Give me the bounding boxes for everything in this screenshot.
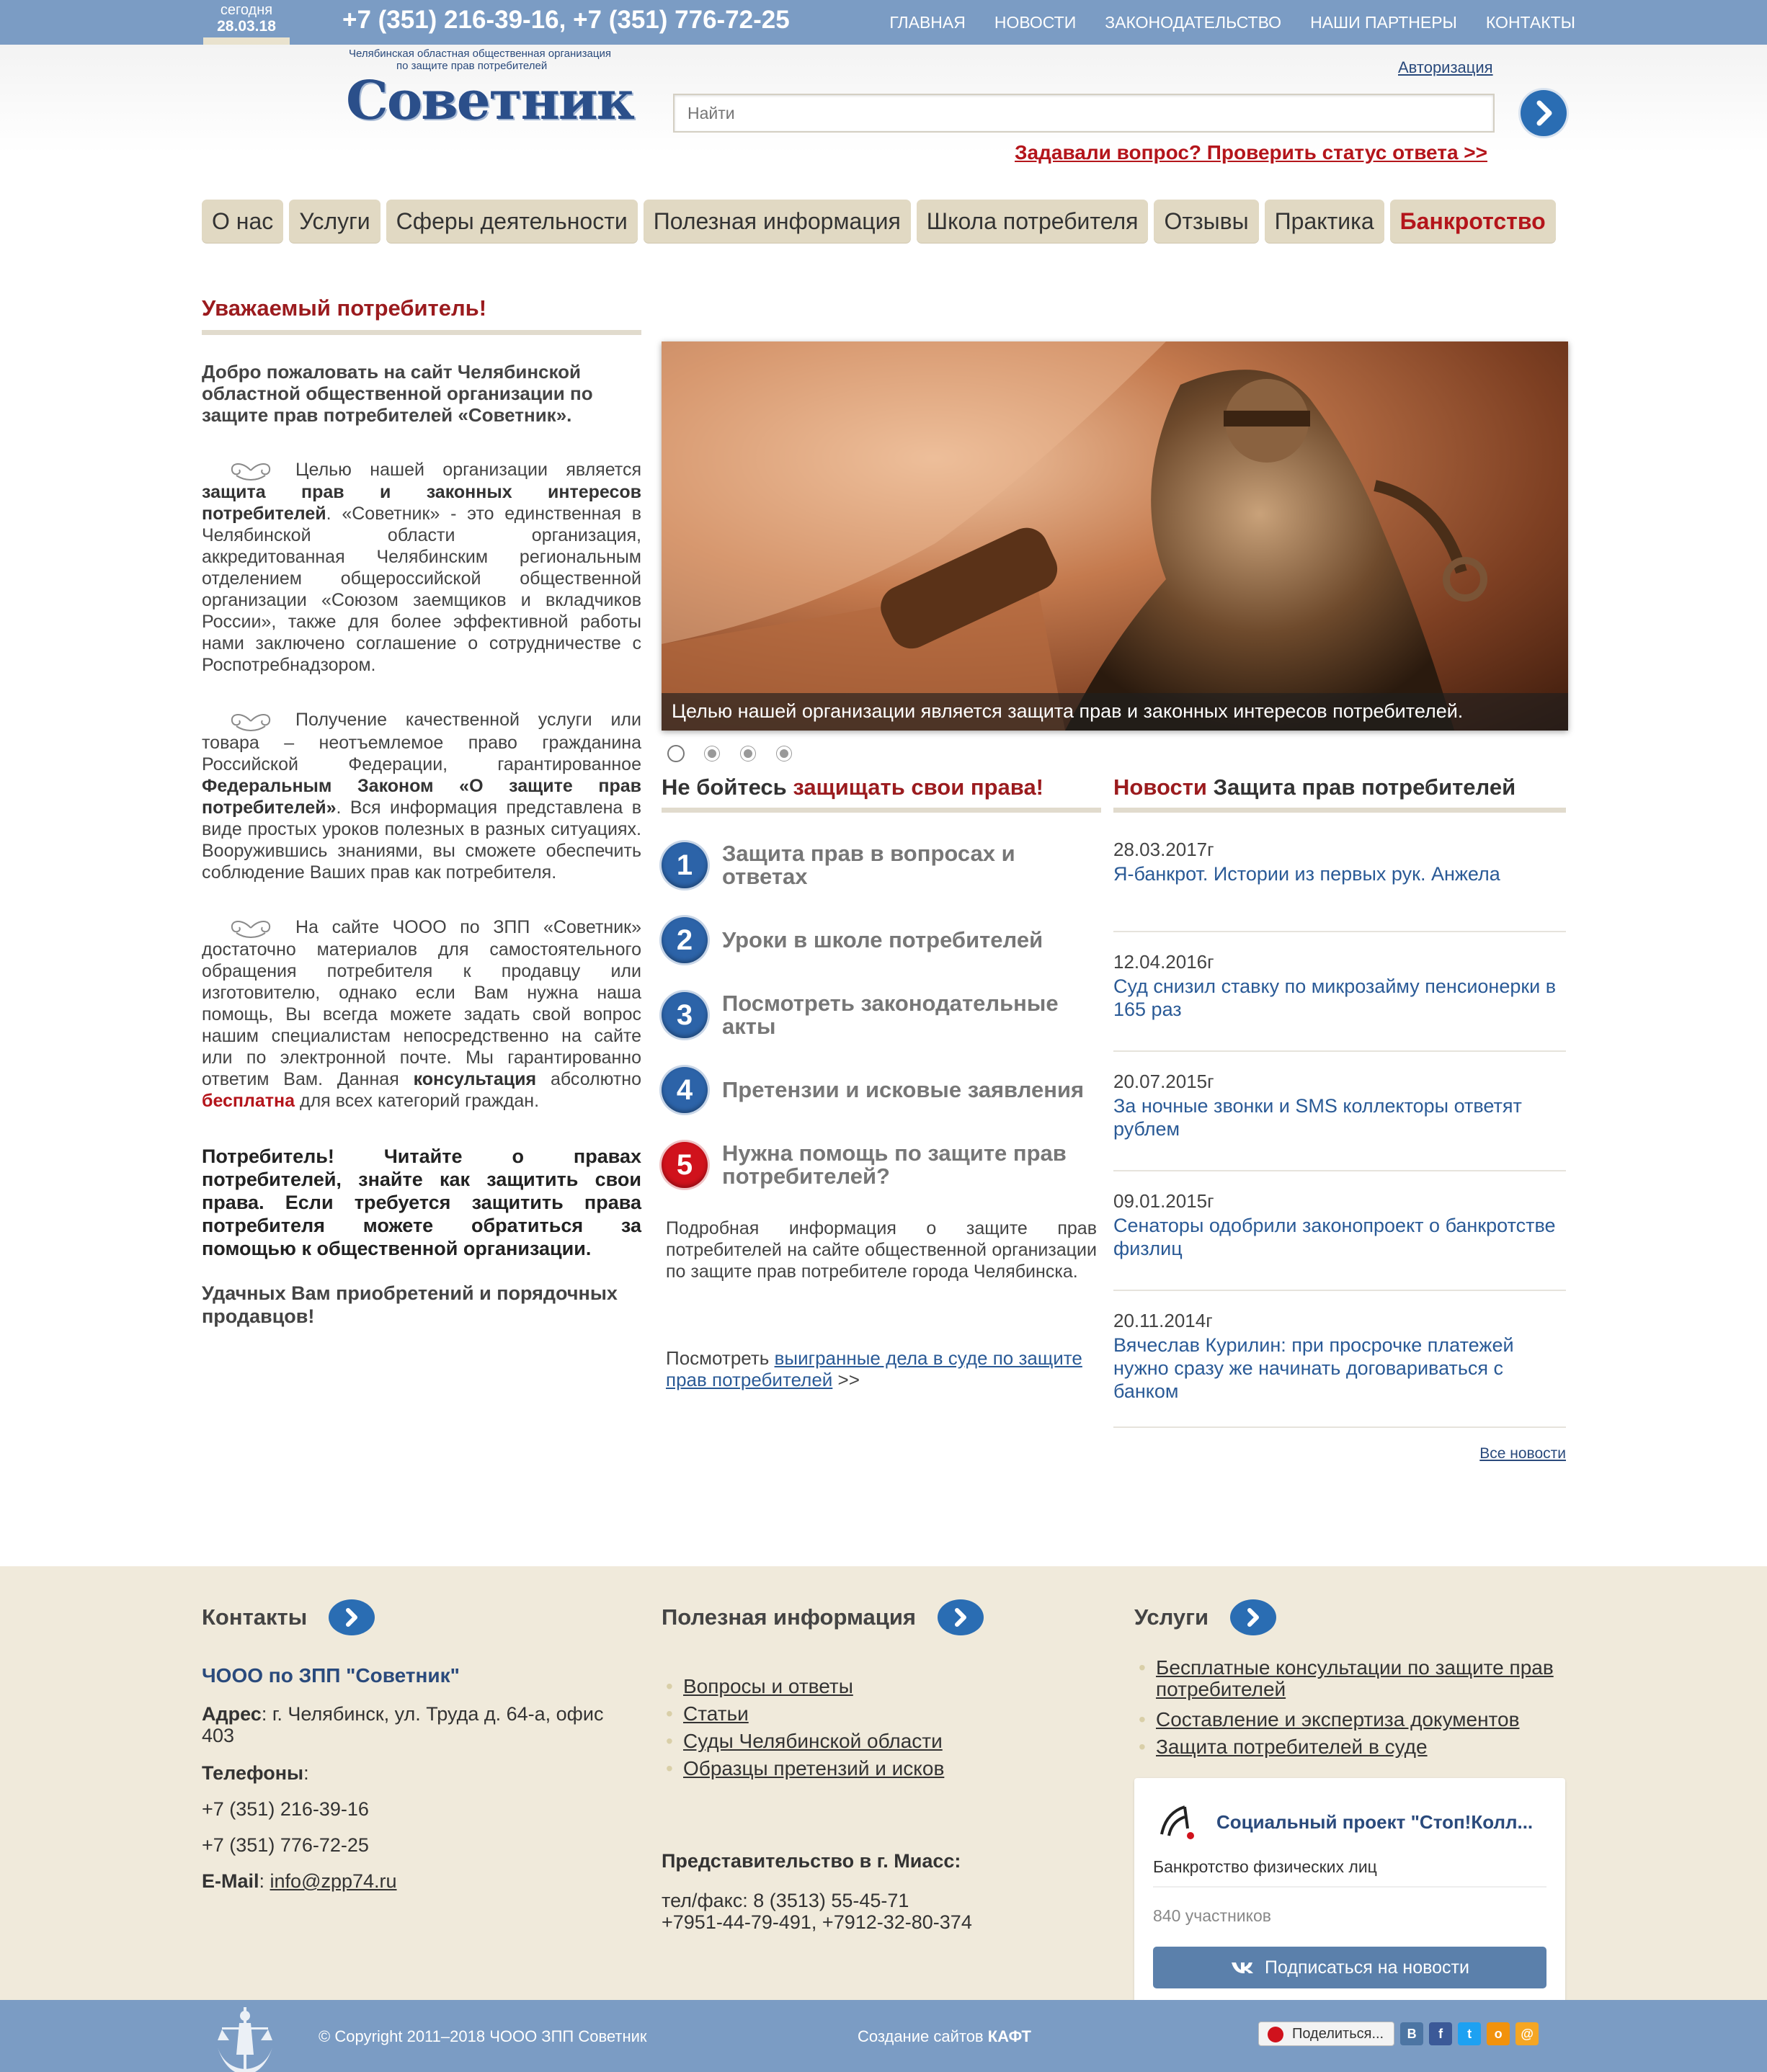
footer-services-title: Услуги [1134,1604,1209,1630]
rights-title-a: Не бойтесь [662,774,793,800]
p3-d: бесплатна [202,1091,295,1112]
won-cases-prefix: Посмотреть [666,1347,775,1369]
vk-widget [1134,1778,1565,2003]
vk-group-subtitle: Банкротство физических лиц [1153,1857,1377,1876]
step-label: Нужна помощь по защите прав потребителей? [722,1140,1067,1189]
top-nav-contacts[interactable]: КОНТАКТЫ [1485,13,1575,32]
check-status-link[interactable]: Задавали вопрос? Проверить статус ответа >> [1015,141,1488,164]
footer-org-name: ЧООО по ЗПП "Советник" [202,1664,460,1687]
search-button[interactable] [1521,90,1567,136]
top-nav [889,13,1575,32]
p1-c: . «Советник» - это единственная в Челябинской области организация, аккредитованная Челябинским региональным отделением общероссийской общественной организации «Союзом заемщиков и вкладчиков России», также для более эффективной работы нами заключено соглашение о сотрудничестве с Роспотребнадзором. [202,504,641,676]
footer-contacts [202,1599,605,1892]
news-link[interactable]: Я-банкрот. Истории из первых рук. Анжела [1113,863,1500,885]
footer-services-heading [1134,1599,1567,1635]
closing-wish: Удачных Вам приобретений и порядочных продавцов! [202,1282,618,1328]
service-link[interactable]: Бесплатные консультации по защите прав потребителей [1156,1656,1554,1700]
footer-contacts-heading [202,1599,605,1635]
ornament-icon [216,460,285,481]
vk-member-count: 840 участников [1153,1906,1271,1925]
news-date: 12.04.2016г [1113,951,1214,973]
step-label: Уроки в школе потребителей [722,927,1043,952]
step-item[interactable] [662,1141,1101,1189]
miass-office-title: Представительство в г. Миасс: [662,1850,961,1872]
main-menu [202,200,1556,243]
step-item[interactable] [662,991,1101,1039]
welcome-column [202,295,641,1328]
p2-a: Получение качественной услуги или товара – неотъемлемое право гражданина Российской Федерации, гарантированное [202,710,641,774]
news-date: 20.07.2015г [1113,1071,1214,1092]
won-cases-line [662,1347,1101,1390]
vk-icon [1230,1960,1255,1975]
list-item [662,1673,1094,1700]
list-item [1134,1733,1567,1761]
made-by [858,2027,1031,2046]
top-nav-partners[interactable]: НАШИ ПАРТНЕРЫ [1310,13,1457,32]
welcome-paragraph-3 [202,916,641,1112]
service-link[interactable]: Составление и экспертиза документов [1156,1708,1520,1731]
footer-services [1134,1599,1567,1761]
twitter-share-icon[interactable]: t [1458,2022,1481,2045]
step-number-badge: 1 [662,842,708,888]
arrow-right-icon [1242,1607,1264,1628]
news-title [1113,774,1566,813]
rights-more-info: Подробная информация о защите прав потребителей на сайте общественной организации по защите прав потребителе города Челябинска. [666,1218,1097,1282]
list-item [1134,1706,1567,1733]
email-link[interactable]: info@zpp74.ru [270,1870,397,1892]
copyright: © Copyright 2011–2018 ЧООО ЗПП Советник [319,2027,647,2045]
p3-b: консультация [413,1069,537,1090]
step-label: Защита прав в вопросах и ответах [722,841,1015,889]
p2-b: Федеральным Законом «О защите прав потребителей» [202,775,641,818]
menu-practice[interactable]: Практика [1265,200,1384,243]
step-number-badge: 4 [662,1067,708,1113]
p2-c: . Вся информация представлена в виде простых уроков полезных в разных ситуациях. Вооружившись знаниями, вы сможете обеспечить соблюдение Ваших прав как потребителя. [202,797,641,883]
news-link[interactable]: Суд снизил ставку по микрозайму пенсионерки в 165 раз [1113,975,1557,1020]
hero-slider[interactable] [662,341,1568,731]
search-input[interactable] [673,94,1495,133]
vk-subscribe-label: Подписаться на новости [1265,1957,1469,1978]
vk-group-title[interactable]: Социальный проект "Стоп!Колл... [1216,1811,1534,1833]
footer-contacts-title: Контакты [202,1604,308,1630]
phones-label: Телефоны [202,1762,304,1784]
footer-phone-2: +7 (351) 776-72-25 [202,1834,369,1856]
auth-link[interactable]: Авторизация [1398,58,1493,76]
logo-subtitle-1: Челябинская областная общественная организация [349,48,611,60]
news-item [1113,1052,1566,1171]
ornament-icon [216,710,285,732]
miass-office-phone: тел/факс: 8 (3513) 55-45-71 [662,1890,909,1911]
top-nav-law[interactable]: ЗАКОНОДАТЕЛЬСТВО [1105,13,1282,32]
footer-email: E-Mail: info@zpp74.ru [202,1870,397,1892]
step-number-badge: 5 [662,1142,708,1188]
useful-link[interactable]: Вопросы и ответы [683,1675,853,1697]
site-logo[interactable] [346,48,636,138]
won-cases-link[interactable]: выигранные дела в суде по защите прав потребителей [666,1347,1082,1390]
useful-link[interactable]: Суды Челябинской области [683,1730,943,1752]
top-nav-main[interactable]: ГЛАВНАЯ [889,13,966,32]
news-title-b: Защита прав потребителей [1206,774,1516,800]
step-label: Посмотреть законодательные акты [722,991,1059,1039]
footer-useful [662,1599,1094,1933]
welcome-paragraph-1 [202,459,641,676]
news-item [1113,813,1566,932]
rights-title [662,774,1101,813]
rights-title-b: защищать свои права! [793,774,1044,800]
vk-divider [1153,1886,1546,1888]
won-cases-suffix: >> [832,1369,860,1390]
address-value: : г. Челябинск, ул. Труда д. 64-а, офис 403 [202,1703,604,1746]
useful-links-list [662,1673,1094,1782]
menu-spheres[interactable]: Сферы деятельности [386,200,638,243]
ornament-icon [216,917,285,939]
menu-services[interactable]: Услуги [289,200,380,243]
slider-dot-1[interactable] [669,746,683,761]
list-item [662,1700,1094,1728]
vk-subscribe-button[interactable] [1153,1947,1546,1988]
all-news-link[interactable]: Все новости [1479,1445,1566,1462]
menu-about[interactable]: О нас [202,200,283,243]
facebook-share-icon[interactable]: f [1429,2022,1452,2045]
p1-a: Целью нашей организации является [295,460,641,480]
news-date: 09.01.2015г [1113,1190,1214,1212]
p3-a: На сайте ЧООО по ЗПП «Советник» достаточно материалов для самостоятельного обращения потребителя к продавцу или изготовителю, однако если Вам нужна наша помощь, Вы всегда можете задать свой вопрос нашим специалистам непосредственно на сайте или по электронной почте. Мы гарантированно ответим Вам. Данная [202,916,641,1090]
step-item[interactable] [662,841,1101,889]
p3-e: для всех категорий граждан. [295,1091,540,1112]
news-date: 20.11.2014г [1113,1310,1213,1331]
made-by-brand[interactable]: КАФТ [987,2027,1031,2045]
share-bar [1258,2022,1539,2046]
consumer-callout: Потребитель! Читайте о правах потребителей, знайте как защитить свои права. Если требуется защитить права потребителя можете обратиться за помощью к общественной организации. [202,1146,641,1260]
rights-column [662,774,1101,1390]
welcome-intro: Добро пожаловать на сайт Челябинской областной общественной организации по защите прав потребителей «Советник». [202,361,593,426]
news-date: 28.03.2017г [1113,839,1214,860]
slider-dot-4[interactable] [777,746,791,761]
today-date: 28.03.18 [217,18,276,35]
menu-reviews[interactable]: Отзывы [1154,200,1258,243]
useful-link[interactable]: Образцы претензий и исков [683,1757,945,1779]
services-arrow-button[interactable] [1230,1599,1276,1635]
themis-statue-image [662,341,1568,731]
step-number-badge: 2 [662,917,708,963]
menu-bankruptcy[interactable]: Банкротство [1390,200,1556,243]
p3-c: абсолютно [536,1069,641,1090]
slider-caption: Целью нашей организации является защита прав и законных интересов потребителей. [662,693,1568,731]
odnoklassniki-share-icon[interactable]: о [1487,2022,1510,2045]
arrow-right-icon [1521,90,1567,136]
list-item [662,1755,1094,1782]
slider-dot-2[interactable] [705,746,719,761]
step-item[interactable] [662,1066,1101,1114]
list-item [1134,1657,1567,1700]
slider-dots [669,746,791,761]
today-label: сегодня [220,2,273,18]
p1-b: защита прав и законных интересов потребителей [202,482,641,524]
welcome-title: Уважаемый потребитель! [202,295,641,335]
themis-emblem-icon [210,2004,280,2072]
footer-phone-1: +7 (351) 216-39-16 [202,1798,369,1820]
header-phones: +7 (351) 216-39-16, +7 (351) 776-72-25 [342,6,790,34]
news-column [1113,774,1566,1463]
top-nav-news[interactable]: НОВОСТИ [994,13,1077,32]
news-link[interactable]: Сенаторы одобрили законопроект о банкротстве физлиц [1113,1215,1556,1259]
useful-arrow-button[interactable] [938,1599,984,1635]
useful-link[interactable]: Статьи [683,1702,749,1725]
news-link[interactable]: Вячеслав Курилин: при просрочке платежей нужно сразу же начинать договариваться с банком [1113,1334,1514,1402]
service-link[interactable]: Защита потребителей в суде [1156,1736,1428,1758]
stop-collector-logo-icon [1156,1800,1199,1843]
news-item [1113,1171,1566,1291]
mail-share-icon[interactable]: @ [1515,2022,1539,2045]
footer-phones-label: Телефоны: [202,1762,309,1784]
address-label: Адрес [202,1703,262,1725]
news-link[interactable]: За ночные звонки и SMS коллекторы ответят рублем [1113,1095,1522,1140]
step-label: Претензии и исковые заявления [722,1077,1085,1102]
services-links-list [1134,1657,1567,1761]
contacts-arrow-button[interactable] [329,1599,375,1635]
welcome-paragraph-2 [202,709,641,883]
arrow-right-icon [341,1607,362,1628]
rights-steps [662,841,1101,1189]
logo-title: Советник [346,70,634,132]
menu-consumer-school[interactable]: Школа потребителя [917,200,1149,243]
footer-address [202,1703,605,1746]
news-title-a: Новости [1113,774,1207,800]
step-number-badge: 3 [662,992,708,1038]
step-item[interactable] [662,916,1101,964]
news-item [1113,932,1566,1052]
arrow-right-icon [950,1607,971,1628]
slider-dot-3[interactable] [741,746,755,761]
bottom-bar [0,2000,1767,2072]
footer-useful-title: Полезная информация [662,1604,916,1630]
miass-office-mobile: +7951-44-79-491, +7912-32-80-374 [662,1911,972,1933]
news-item [1113,1291,1566,1428]
made-by-text: Создание сайтов [858,2027,988,2045]
footer-useful-heading [662,1599,1094,1635]
logo-subtitle-2: по защите прав потребителей [396,60,548,72]
vk-share-icon[interactable]: В [1400,2022,1423,2045]
list-item [662,1728,1094,1755]
share-button[interactable]: Поделиться... [1258,2022,1394,2046]
menu-useful-info[interactable]: Полезная информация [644,200,911,243]
email-label: E-Mail [202,1870,259,1892]
